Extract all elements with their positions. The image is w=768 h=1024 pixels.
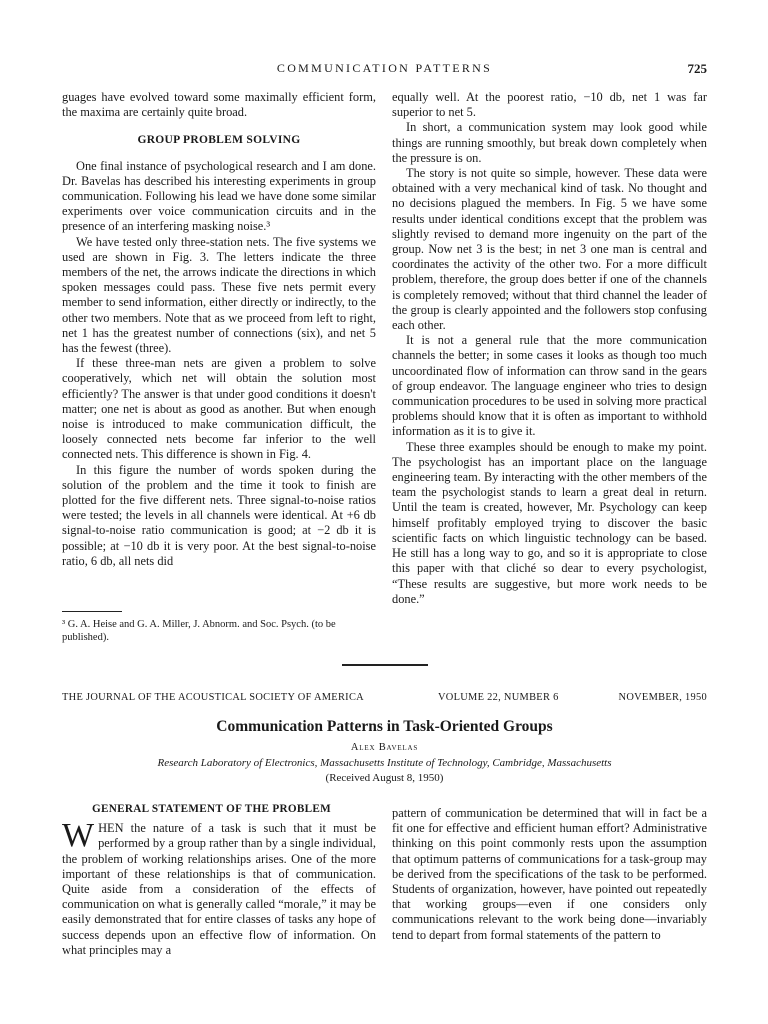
journal-volume: VOLUME 22, NUMBER 6 <box>438 692 559 703</box>
article-affiliation: Research Laboratory of Electronics, Massachusetts Institute of Technology, Cambridge, Massachusetts <box>157 757 612 769</box>
journal-info-line <box>62 692 707 706</box>
body-paragraph: One final instance of psychological research and I am done. Dr. Bavelas has described his interesting experiments in group communication. Following his lead we have done some similar experiments over voice communication circuits and in the presence of an interfering masking noise.³ <box>62 158 376 234</box>
body-paragraph: equally well. At the poorest ratio, −10 db, net 1 was far superior to net 5. <box>392 90 707 120</box>
running-title: COMMUNICATION PATTERNS <box>276 61 493 75</box>
body-paragraph: The story is not quite so simple, however. These data were obtained with a very mechanical kind of task. No thought and no decisions plagued the members. In Fig. 5 we have some results under identical conditions except that the problem was slightly revised to demand more ingenuity on the part of the group. Now net 3 is the best; in net 3 one man is central and coordinates the activity of the other two. For a more difficult problem, therefore, the group does better if one of the channels is completely removed; without that third channel the leader of the group is clearly appointed and the followers stop confusing each other. <box>392 166 707 333</box>
article-left-column <box>62 802 376 958</box>
drop-cap: W <box>62 817 95 855</box>
footnote-rule <box>62 611 122 612</box>
journal-name: THE JOURNAL OF THE ACOUSTICAL SOCIETY OF AMERICA <box>62 692 364 703</box>
previous-article-left-column <box>62 90 376 569</box>
body-paragraph: These three examples should be enough to make my point. The psychologist has an important place on the language engineering team. By interacting with the other members of the team the psychologist stands to learn a great deal in return. Until the team is created, however, Mr. Psychology can keep himself profitably employed trying to discover the basic scientific facts on which linguistic technology can be based. He still has a long way to go, and so it is appropriate to close this paper with that cliché so dear to every psychologist, “These results are suggestive, but more work needs to be done.” <box>392 439 707 606</box>
article-divider <box>342 664 428 666</box>
article-right-column <box>392 806 707 943</box>
body-paragraph: It is not a general rule that the more communication channels the better; in some cases it looks as though too much uncoordinated flow of information can throw sand in the gears of group endeavor. The language engineer who tries to design communication procedures to be used in solving more practical problems should know that it is often as important to withhold information as it is to give it. <box>392 333 707 439</box>
footnote: ³ G. A. Heise and G. A. Miller, J. Abnorm. and Soc. Psych. (to be published). <box>62 619 336 643</box>
section-heading: GROUP PROBLEM SOLVING <box>137 134 301 147</box>
body-paragraph: pattern of communication be determined that will in fact be a fit one for effective and efficient human effort? Administrative thinking on this point commonly rests upon the assumption that optimum patterns of communications for a task-group may be derived from the specifications of the task to be performed. Students of organization, however, have pointed out repeatedly that working groups—even if one considers only communications relevant to the work being done—invariably tend to depart from formal statements of the pattern to <box>392 806 707 942</box>
body-paragraph: We have tested only three-station nets. The five systems we used are shown in Fig. 3. The letters indicate the three members of the net, the arrows indicate the directions in which spoken messages could pass. These five nets permit every member to send information, either directly or indirectly, to the other two members. Note that as we proceed from left to right, net 1 has the greatest number of connections (six), and net 5 has the fewest (three). <box>62 234 376 356</box>
body-paragraph: If these three-man nets are given a problem to solve cooperatively, which net will obtain the solution most efficiently? The answer is that under good conditions it doesn't matter; one net is about as good as another. But when enough noise is introduced to make communication difficult, the loosely connected nets become far inferior to the well connected nets. This difference is shown in Fig. 4. <box>62 356 376 462</box>
article-author: Alex Bavelas <box>350 742 419 753</box>
article-received-date: (Received August 8, 1950) <box>325 772 444 784</box>
previous-article-right-column <box>392 90 707 607</box>
body-paragraph: In short, a communication system may look good while things are running smoothly, but break down completely when the pressure is on. <box>392 120 707 165</box>
journal-date: NOVEMBER, 1950 <box>618 692 707 703</box>
page-number: 725 <box>687 61 707 76</box>
paragraph-text: HEN the nature of a task is such that it must be performed by a group rather than by a single individual, the problem of working relationships arises. One of the more important of these relationships is that of communication. Quite aside from a consideration of the effects of communication on what is generally called “morale,” it may be easily demonstrated that for entire classes of tasks any hope of success depends upon an effective flow of information. On what principles may a <box>62 821 376 957</box>
body-paragraph <box>62 817 376 958</box>
article-title: Communication Patterns in Task-Oriented Groups <box>216 718 553 735</box>
body-paragraph: In this figure the number of words spoken during the solution of the problem and the time it took to finish are plotted for the five different nets. Three signal-to-noise ratios were tested; the levels in all channels were identical. At +6 db signal-to-noise ratio communication is good; at −2 db it is possible; at −10 db it is very poor. At the best signal-to-noise ratio, 6 db, all nets did <box>62 462 376 568</box>
running-head <box>62 61 707 77</box>
continuation-paragraph: guages have evolved toward some maximally efficient form, the maxima are certainly quite broad. <box>62 90 376 120</box>
section-heading: GENERAL STATEMENT OF THE PROBLEM <box>92 803 331 815</box>
